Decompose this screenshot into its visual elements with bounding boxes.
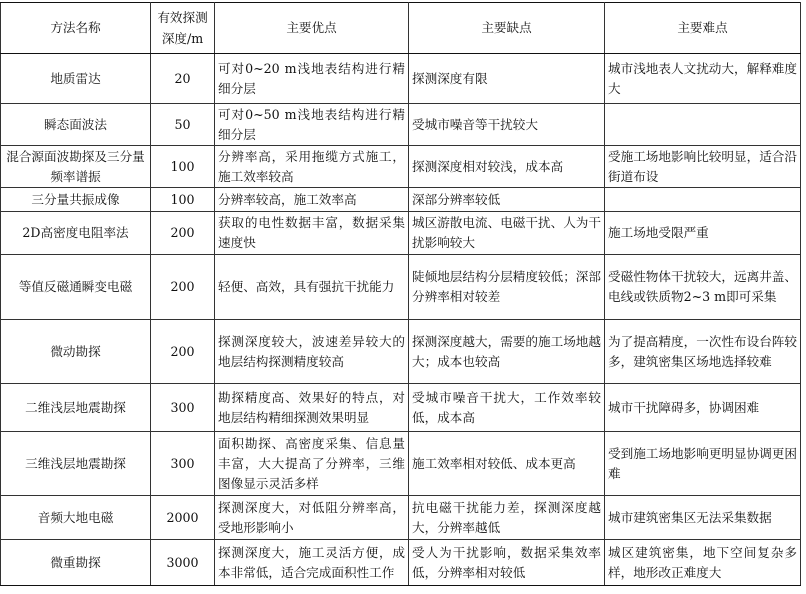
header-disadvantages: 主要缺点: [409, 3, 605, 54]
cell-method-name: 音频大地电磁: [1, 496, 151, 540]
cell-depth: 3000: [151, 540, 215, 586]
cell-advantages: 探测深度大，施工灵活方便，成本非常低，适合完成面积性工作: [215, 540, 409, 586]
table-row: [1, 146, 801, 188]
cell-advantages: 可对0~50 m浅地表结构进行精细分层: [215, 104, 409, 146]
table-row: [1, 104, 801, 146]
cell-method-name: 微动勘探: [1, 320, 151, 384]
cell-advantages: 探测深度大，对低阻分辨率高，受地形影响小: [215, 496, 409, 540]
cell-advantages: 面积勘探、高密度采集、信息量丰富，大大提高了分辨率，三维图像显示灵活多样: [215, 432, 409, 496]
cell-disadvantages: 抗电磁干扰能力差，探测深度越大，分辨率越低: [409, 496, 605, 540]
table-row: [1, 188, 801, 212]
table-body: [1, 54, 801, 586]
cell-advantages: 勘探精度高、效果好的特点，对地层结构精细探测效果明显: [215, 384, 409, 432]
table-row: [1, 432, 801, 496]
header-advantages: 主要优点: [215, 3, 409, 54]
table-header: [1, 3, 801, 54]
cell-method-name: 等值反磁通瞬变电磁: [1, 255, 151, 320]
table-row: [1, 384, 801, 432]
cell-disadvantages: 陡倾地层结构分层精度较低；深部分辨率相对较差: [409, 255, 605, 320]
cell-advantages: 分辨率较高，施工效率高: [215, 188, 409, 212]
header-depth: [151, 3, 215, 54]
cell-depth: 50: [151, 104, 215, 146]
methods-comparison-table: [0, 2, 801, 586]
cell-disadvantages: 城区游散电流、电磁干扰、人为干扰影响较大: [409, 212, 605, 255]
cell-difficulties: 城市干扰障碍多，协调困难: [605, 384, 801, 432]
cell-difficulties: 施工场地受限严重: [605, 212, 801, 255]
cell-disadvantages: 探测深度有限: [409, 54, 605, 104]
table-row: [1, 54, 801, 104]
cell-difficulties: [605, 188, 801, 212]
cell-advantages: 轻便、高效，具有强抗干扰能力: [215, 255, 409, 320]
cell-difficulties: 城市浅地表人文扰动大，解释难度大: [605, 54, 801, 104]
cell-method-name: 2D高密度电阻率法: [1, 212, 151, 255]
cell-disadvantages: 施工效率相对较低、成本更高: [409, 432, 605, 496]
cell-difficulties: [605, 104, 801, 146]
cell-depth: 300: [151, 432, 215, 496]
cell-method-name: 微重勘探: [1, 540, 151, 586]
cell-advantages: 获取的电性数据丰富，数据采集速度快: [215, 212, 409, 255]
table-row: [1, 540, 801, 586]
cell-disadvantages: 受城市噪音等干扰较大: [409, 104, 605, 146]
cell-depth: 20: [151, 54, 215, 104]
cell-depth: 2000: [151, 496, 215, 540]
header-depth-line1: 有效探测: [157, 10, 208, 25]
cell-method-name: 二维浅层地震勘探: [1, 384, 151, 432]
cell-depth: 200: [151, 212, 215, 255]
cell-method-name: 三维浅层地震勘探: [1, 432, 151, 496]
cell-difficulties: 受磁性物体干扰较大，远离井盖、电线或铁质物2~3 m即可采集: [605, 255, 801, 320]
cell-difficulties: 受到施工场地影响更明显协调更困难: [605, 432, 801, 496]
cell-difficulties: 受施工场地影响比较明显，适合沿街道布设: [605, 146, 801, 188]
cell-advantages: 分辨率高，采用拖缆方式施工，施工效率较高: [215, 146, 409, 188]
cell-disadvantages: 探测深度越大，需要的施工场地越大；成本也较高: [409, 320, 605, 384]
header-depth-line2: 深度/m: [161, 31, 204, 46]
cell-depth: 100: [151, 146, 215, 188]
cell-disadvantages: 深部分辨率较低: [409, 188, 605, 212]
cell-depth: 200: [151, 255, 215, 320]
header-method-name: 方法名称: [1, 3, 151, 54]
cell-disadvantages: 受城市噪音干扰大，工作效率较低，成本高: [409, 384, 605, 432]
table-row: [1, 496, 801, 540]
table-row: [1, 320, 801, 384]
cell-difficulties: 城市建筑密集区无法采集数据: [605, 496, 801, 540]
cell-method-name: 三分量共振成像: [1, 188, 151, 212]
cell-disadvantages: 探测深度相对较浅，成本高: [409, 146, 605, 188]
cell-depth: 200: [151, 320, 215, 384]
table-row: [1, 255, 801, 320]
cell-method-name: 地质雷达: [1, 54, 151, 104]
cell-method-name: 瞬态面波法: [1, 104, 151, 146]
cell-difficulties: 城区建筑密集，地下空间复杂多样，地形改正难度大: [605, 540, 801, 586]
cell-difficulties: 为了提高精度，一次性布设台阵较多，建筑密集区场地选择较难: [605, 320, 801, 384]
cell-disadvantages: 受人为干扰影响，数据采集效率低，分辨率相对较低: [409, 540, 605, 586]
cell-advantages: 探测深度较大，波速差异较大的地层结构探测精度较高: [215, 320, 409, 384]
header-row: [1, 3, 801, 54]
cell-advantages: 可对0~20 m浅地表结构进行精细分层: [215, 54, 409, 104]
header-difficulties: 主要难点: [605, 3, 801, 54]
table-row: [1, 212, 801, 255]
cell-depth: 100: [151, 188, 215, 212]
cell-method-name: 混合源面波勘探及三分量频率谱振: [1, 146, 151, 188]
cell-depth: 300: [151, 384, 215, 432]
